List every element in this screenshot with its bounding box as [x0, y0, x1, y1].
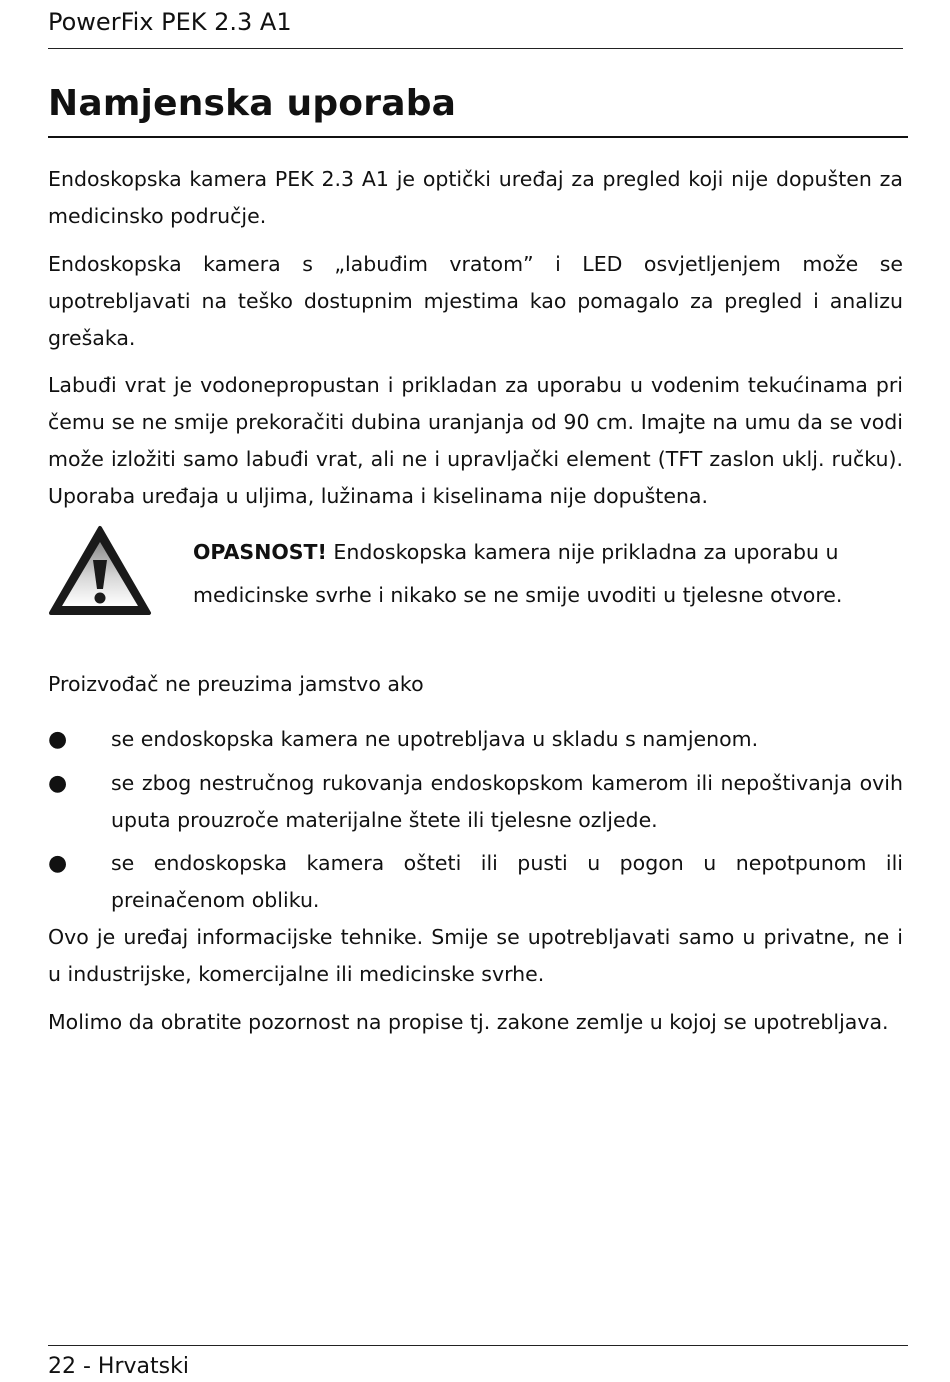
warning-triangle-icon: [48, 525, 152, 617]
section-title: Namjenska uporaba: [48, 83, 457, 124]
warranty-intro: Proizvođač ne preuzima jamstvo ako: [48, 672, 424, 696]
page-footer: 22 - Hrvatski: [48, 1354, 189, 1379]
title-divider: [48, 136, 908, 138]
warranty-item: se endoskopska kamera ne upotrebljava u skladu s namjenom.: [111, 727, 759, 751]
warning-text: Endoskopska kamera nije prikladna za uporabu u medicinske svrhe i nikako se ne smije uvoditi u tjelesne otvore.: [193, 540, 843, 607]
paragraph-usage-scope: Ovo je uređaj informacijske tehnike. Smije se upotrebljavati samo u privatne, ne i u industrijske, komercijalne ili medicinske svrhe.: [48, 925, 903, 986]
paragraph-intro: Endoskopska kamera PEK 2.3 A1 je optički uređaj za pregled koji nije dopušten za medicinsko područje.: [48, 167, 903, 228]
bullet-marker: ●: [48, 851, 68, 876]
warranty-item: se endoskopska kamera ošteti ili pusti u pogon u nepotpunom ili preinačenom obliku.: [111, 851, 903, 912]
bullet-marker: ●: [48, 727, 68, 752]
warranty-item: se zbog nestručnog rukovanja endoskopskom kamerom ili nepoštivanja ovih uputa prouzroče materijalne štete ili tjelesne ozljede.: [111, 771, 903, 832]
paragraph-waterproof: Labuđi vrat je vodonepropustan i prikladan za uporabu u vodenim tekućinama pri čemu se ne smije prekoračiti dubina uranjanja od 90 cm. Imajte na umu da se vodi može izložiti samo labuđi vrat, ali ne i upravljački element (TFT zaslon uklj. ručku). Uporaba uređaja u uljima, lužinama i kiselinama nije dopuštena.: [48, 373, 903, 508]
bullet-marker: ●: [48, 771, 68, 796]
warning-label: OPASNOST!: [193, 540, 327, 564]
warning-notice: [193, 531, 903, 617]
paragraph-regulations: Molimo da obratite pozornost na propise tj. zakone zemlje u kojoj se upotrebljava.: [48, 1010, 889, 1034]
header-divider: [48, 48, 903, 49]
running-header: PowerFix PEK 2.3 A1: [48, 8, 292, 36]
footer-divider: [48, 1345, 908, 1346]
paragraph-gooseneck: Endoskopska kamera s „labuđim vratom” i LED osvjetljenjem može se upotrebljavati na teško dostupnim mjestima kao pomagalo za pregled i analizu grešaka.: [48, 252, 903, 350]
